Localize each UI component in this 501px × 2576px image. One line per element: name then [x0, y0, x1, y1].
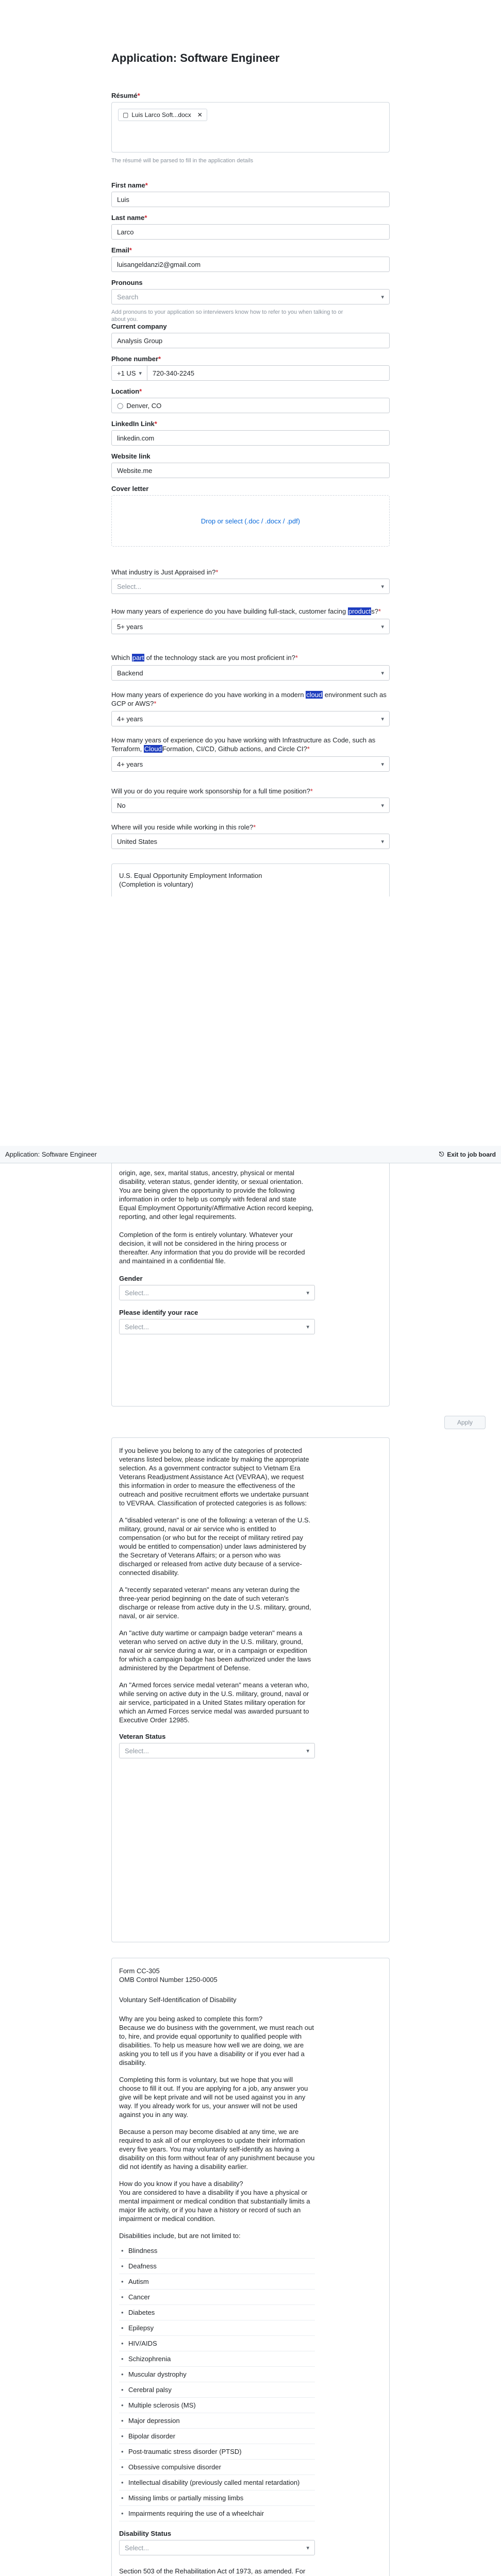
last-name-label: Last name* — [111, 214, 147, 222]
first-name-field[interactable]: Luis — [111, 192, 390, 207]
chevron-down-icon: ▾ — [306, 1748, 309, 1754]
cover-letter-dropzone[interactable] — [111, 495, 390, 547]
list-item: • Intellectual disability (previously called mental retardation) — [119, 2475, 315, 2490]
chevron-down-icon: ▾ — [381, 761, 384, 768]
chevron-down-icon: ▾ — [381, 716, 384, 722]
race-select[interactable] — [119, 1319, 315, 1334]
phone-country-select[interactable] — [112, 366, 147, 380]
location-field[interactable] — [111, 398, 390, 413]
form-number: Form CC-305 — [119, 1967, 160, 1975]
cloud-select[interactable] — [111, 711, 390, 726]
linkedin-label: LinkedIn Link* — [111, 420, 157, 428]
email-label: Email* — [111, 246, 132, 254]
last-name-group — [111, 214, 390, 240]
veteran-status-group — [119, 1733, 315, 1758]
last-name-field[interactable]: Larco — [111, 224, 390, 240]
list-item: • Post-traumatic stress disorder (PTSD) — [119, 2444, 315, 2460]
fullstack-select-value: 5+ years — [117, 622, 143, 631]
cover-letter-drop-text: Drop or select (.doc / .docx / .pdf) — [201, 517, 300, 525]
iac-question — [111, 736, 390, 772]
list-item: • Obsessive compulsive disorder — [119, 2460, 315, 2475]
file-icon: ▢ — [123, 111, 129, 118]
list-item: • Diabetes — [119, 2305, 315, 2320]
disability-status-group — [119, 2530, 315, 2555]
fullstack-question-label: How many years of experience do you have building full-stack, customer facing products?* — [111, 607, 381, 615]
list-item: • Deafness — [119, 2259, 315, 2274]
list-item: • Autism — [119, 2274, 315, 2290]
section-503-text: Section 503 of the Rehabilitation Act of 1973, as amended. For — [119, 2567, 306, 2575]
list-item: • Schizophrenia — [119, 2351, 315, 2367]
pronouns-select[interactable] — [111, 289, 390, 304]
eeo-section-top — [111, 863, 390, 896]
chevron-down-icon: ▾ — [381, 623, 384, 630]
chevron-down-icon: ▾ — [306, 1324, 309, 1330]
company-label: Current company — [111, 323, 167, 330]
fullstack-select[interactable] — [111, 619, 390, 634]
fullstack-question — [111, 607, 390, 634]
eeo-section — [111, 1163, 390, 1406]
remove-file-icon[interactable]: ✕ — [197, 111, 203, 118]
why-question: Why are you being asked to complete this form? — [119, 2015, 263, 2023]
disability-section — [111, 1958, 390, 2576]
residence-select-value: United States — [117, 837, 158, 845]
pronouns-group — [111, 279, 390, 323]
iac-select-value: 4+ years — [117, 760, 143, 768]
linkedin-field[interactable]: linkedin.com — [111, 430, 390, 446]
sponsorship-question-label: Will you or do you require work sponsorship for a full time position?* — [111, 787, 313, 795]
company-field[interactable]: Analysis Group — [111, 333, 390, 348]
industry-select-value: Select... — [117, 582, 141, 590]
website-group — [111, 452, 390, 478]
sponsorship-select[interactable] — [111, 798, 390, 813]
resume-group — [111, 92, 390, 164]
phone-country-code: +1 US — [117, 369, 136, 377]
veteran-status-label: Veteran Status — [119, 1733, 166, 1740]
chevron-down-icon: ▾ — [381, 802, 384, 809]
pronouns-placeholder: Search — [117, 293, 139, 301]
chevron-down-icon: ▾ — [306, 1290, 309, 1296]
gender-label: Gender — [119, 1275, 143, 1282]
how-answer: You are considered to have a disability if you have a physical or mental impairment or medical condition that substantially limits a major life activity, or if you have a history or record of such an impairment or medical condition. — [119, 2189, 310, 2223]
industry-select[interactable] — [111, 579, 390, 594]
exit-label: Exit to job board — [447, 1150, 496, 1158]
voluntary-paragraph: Completing this form is voluntary, but we hope that you will choose to fill it out. If you are applying for a job, any answer you give will be kept private and will not be used against you in any way. If you already work for us, your answer will not be used against you in any way. — [119, 2076, 308, 2119]
resume-file-name: Luis Larco Soft...docx — [131, 111, 191, 118]
veteran-status-select[interactable] — [119, 1743, 315, 1758]
veteran-section — [111, 1437, 390, 1942]
residence-question — [111, 823, 390, 849]
veteran-paragraph-4: An "active duty wartime or campaign badge veteran" means a veteran who served on active duty in the U.S. military, ground, naval or air service during a war, or in a campaign or expedition for which a campaign badge has been authorized under the laws administered by the Department of Defense. — [119, 1629, 311, 1672]
list-item: • Epilepsy — [119, 2320, 315, 2336]
sponsorship-question — [111, 787, 390, 813]
disability-heading: Voluntary Self-Identification of Disability — [119, 1996, 237, 2004]
industry-question — [111, 568, 390, 594]
cloud-select-value: 4+ years — [117, 715, 143, 723]
email-group — [111, 246, 390, 272]
veteran-paragraph-5: An "Armed forces service medal veteran" means a veteran who, while serving on active duty in the U.S. military, ground, naval or air service, participated in a United States military operation for which an Armed Forces service medal was awarded pursuant to Executive Order 12985. — [119, 1681, 309, 1724]
eeo-paragraph-2: Completion of the form is entirely voluntary. Whatever your decision, it will not be considered in the hiring process or thereafter. Any information that you do provide will be recorded and maintained in a confidential file. — [119, 1231, 305, 1265]
exit-icon: ⎋ — [439, 1150, 444, 1158]
location-value: Denver, CO — [126, 401, 162, 410]
website-label: Website link — [111, 452, 151, 460]
veteran-paragraph-1: If you believe you belong to any of the categories of protected veterans listed below, please indicate by making the appropriate selection. As a government contractor subject to Vietnam Era Veterans Readjustment Assistance Act (VEVRAA), we request this information in order to measure the effectiveness of the outreach and positive recruitment efforts we undertake pursuant to VEVRAA. Classification of protected categories is as follows: — [119, 1447, 309, 1507]
first-name-label: First name* — [111, 181, 148, 189]
veteran-status-value: Select... — [125, 1747, 149, 1755]
industry-question-label: What industry is Just Appraised in?* — [111, 568, 219, 576]
race-group — [119, 1309, 315, 1334]
phone-field[interactable] — [111, 365, 390, 381]
disability-status-value: Select... — [125, 2544, 149, 2552]
iac-select[interactable] — [111, 756, 390, 772]
sponsorship-select-value: No — [117, 801, 126, 809]
eeo-paragraph-1: origin, age, sex, marital status, ancestry, physical or mental disability, veteran status, gender identity, or sexual orientation. You are being given the opportunity to provide the following information in order to help us comply with federal and state Equal Employment Opportunity/Affirmative Action record keeping, reporting, and other legal requirements. — [119, 1169, 313, 1221]
first-name-group — [111, 181, 390, 207]
residence-select[interactable] — [111, 834, 390, 849]
location-label: Location* — [111, 387, 142, 395]
location-group — [111, 387, 390, 413]
iac-question-label: How many years of experience do you have working with Infrastructure as Code, such as Terraform, CloudFormation, CI/CD, Github actions, and Circle CI?* — [111, 736, 376, 753]
list-item: • Missing limbs or partially missing limbs — [119, 2490, 315, 2506]
disability-list — [119, 2243, 315, 2521]
company-group — [111, 323, 390, 348]
phone-group — [111, 355, 390, 381]
chevron-down-icon: ▾ — [381, 838, 384, 845]
pronouns-label: Pronouns — [111, 279, 143, 286]
website-field[interactable]: Website.me — [111, 463, 390, 478]
stack-select-value: Backend — [117, 669, 143, 677]
banner-title: Application: Software Engineer — [5, 1150, 97, 1158]
cloud-question-label: How many years of experience do you have working in a modern cloud environment such as GCP or AWS?* — [111, 691, 387, 707]
page-title: Application: Software Engineer — [111, 52, 280, 64]
cover-letter-group — [111, 485, 390, 547]
stack-select[interactable] — [111, 665, 390, 681]
how-question: How do you know if you have a disability? — [119, 2180, 243, 2188]
list-item: • Multiple sclerosis (MS) — [119, 2398, 315, 2413]
chevron-down-icon: ▾ — [381, 670, 384, 676]
disability-status-select[interactable] — [119, 2540, 315, 2555]
eeo-heading: U.S. Equal Opportunity Employment Information (Completion is voluntary) — [119, 872, 262, 888]
list-item: • Impairments requiring the use of a wheelchair — [119, 2506, 315, 2521]
residence-question-label: Where will you reside while working in this role?* — [111, 823, 256, 831]
omb-number: OMB Control Number 1250-0005 — [119, 1976, 218, 1984]
exit-to-job-board-button[interactable] — [439, 1150, 496, 1158]
list-item: • Major depression — [119, 2413, 315, 2429]
list-item: • Blindness — [119, 2243, 315, 2259]
email-field[interactable]: luisangeldanzi2@gmail.com — [111, 257, 390, 272]
race-label: Please identify your race — [119, 1309, 198, 1316]
gender-select-value: Select... — [125, 1289, 149, 1297]
pronouns-help: Add pronouns to your application so interviewers know how to refer to you when talking to or about you. — [111, 309, 343, 323]
list-item: • Cancer — [119, 2290, 315, 2305]
veteran-paragraph-2: A "disabled veteran" is one of the following: a veteran of the U.S. military, ground, naval or air service who is entitled to compensation (or who but for the receipt of military retired pay would be entitled to compensation) under laws administered by the Secretary of Veterans Affairs; or a person who was discharged or released from active duty because of a service-connected disability. — [119, 1516, 311, 1577]
list-intro: Disabilities include, but are not limited to: — [119, 2232, 241, 2240]
disability-status-label: Disability Status — [119, 2530, 172, 2537]
chevron-down-icon: ▾ — [381, 294, 384, 300]
phone-number-value: 720-340-2245 — [153, 369, 194, 377]
resume-help: The résumé will be parsed to fill in the application details — [111, 158, 254, 164]
cover-letter-label: Cover letter — [111, 485, 149, 493]
update-paragraph: Because a person may become disabled at any time, we are required to ask all of our employees to update their information every five years. You may voluntarily self-identify as having a disability on this form without fear of any punishment because you did not identify as having a disability earlier. — [119, 2128, 315, 2171]
why-answer: Because we do business with the government, we must reach out to, hire, and provide equal opportunity to qualified people with disabilities. To help us measure how well we are doing, we are asking you to tell us if you have a disability or if you ever had a disability. — [119, 2024, 314, 2066]
sticky-header — [0, 1146, 501, 1163]
chevron-down-icon: ▾ — [306, 2545, 309, 2551]
location-pin-icon: ◯ — [117, 402, 124, 409]
list-item: • Bipolar disorder — [119, 2429, 315, 2444]
list-item: • Muscular dystrophy — [119, 2367, 315, 2382]
chevron-down-icon: ▾ — [139, 370, 142, 377]
linkedin-group — [111, 420, 390, 446]
stack-question — [111, 653, 390, 681]
resume-dropzone[interactable] — [111, 102, 390, 152]
list-item: • Cerebral palsy — [119, 2382, 315, 2398]
chevron-down-icon: ▾ — [381, 583, 384, 590]
resume-label: Résumé* — [111, 92, 140, 99]
race-select-value: Select... — [125, 1323, 149, 1331]
list-item: • HIV/AIDS — [119, 2336, 315, 2351]
veteran-paragraph-3: A "recently separated veteran" means any veteran during the three-year period beginning on the date of such veteran's discharge or release from active duty in the U.S. military, ground, naval, or air service. — [119, 1586, 311, 1620]
cloud-question — [111, 690, 390, 726]
phone-label: Phone number* — [111, 355, 161, 363]
gender-select[interactable] — [119, 1285, 315, 1300]
gender-group — [119, 1275, 315, 1300]
resume-file-chip — [118, 109, 207, 121]
stack-question-label: Which part of the technology stack are you most proficient in?* — [111, 654, 298, 662]
apply-button[interactable]: Apply — [444, 1416, 486, 1429]
